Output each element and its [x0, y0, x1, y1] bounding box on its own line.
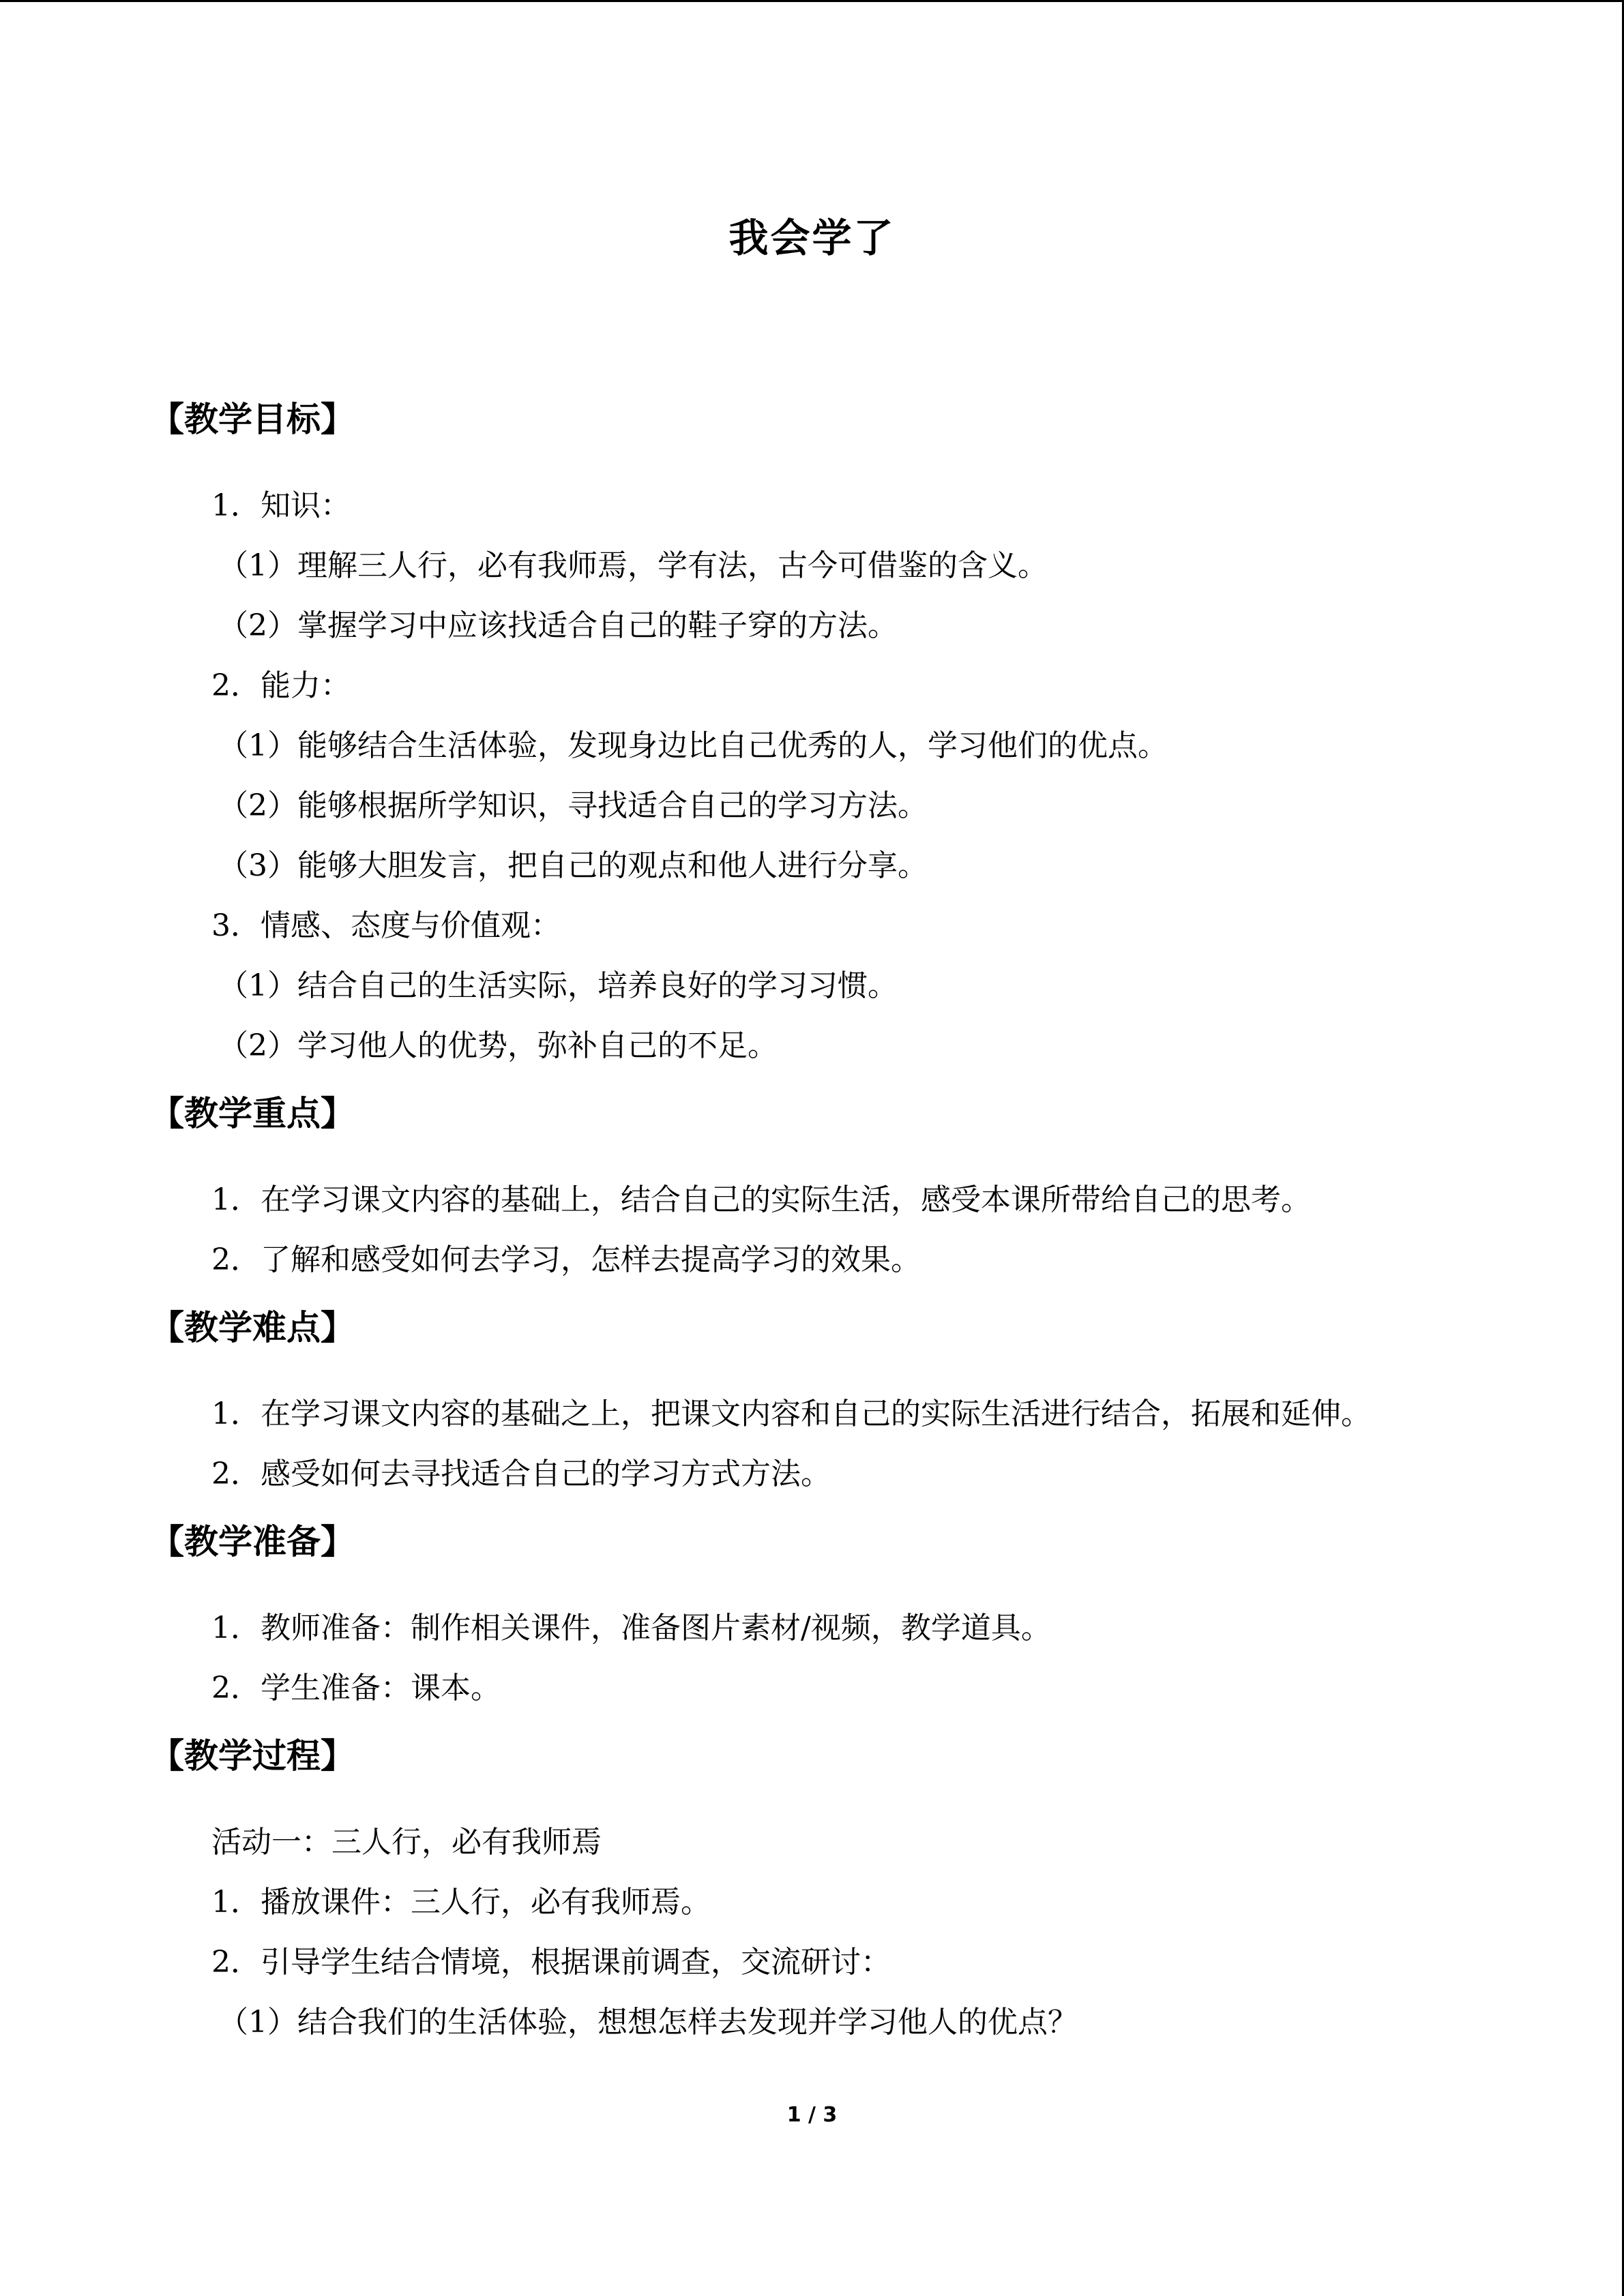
sub-item: （1）结合自己的生活实际，培养良好的学习习惯。 — [218, 968, 898, 1003]
sub-item: （1）能够结合生活体验，发现身边比自己优秀的人，学习他们的优点。 — [218, 728, 1168, 763]
list-item: 1．在学习课文内容的基础之上，把课文内容和自己的实际生活进行结合，拓展和延伸。 — [211, 1397, 1371, 1431]
list-item: 1．在学习课文内容的基础上，结合自己的实际生活，感受本课所带给自己的思考。 — [211, 1182, 1311, 1217]
section-heading: 【教学目标】 — [150, 400, 355, 439]
list-item: 2．学生准备：课本。 — [211, 1671, 501, 1705]
list-item: 1．知识： — [211, 488, 351, 523]
list-item: 2．引导学生结合情境，根据课前调查，交流研讨： — [211, 1945, 891, 1980]
sub-item: （1）结合我们的生活体验，想想怎样去发现并学习他人的优点？ — [218, 2005, 1078, 2040]
section-heading: 【教学准备】 — [150, 1522, 355, 1562]
list-item: 2．了解和感受如何去学习，怎样去提高学习的效果。 — [211, 1242, 921, 1277]
list-item: 2．感受如何去寻找适合自己的学习方式方法。 — [211, 1457, 831, 1491]
section — [150, 1083, 1487, 1290]
list-item: 活动一：三人行，必有我师焉 — [211, 1825, 602, 1860]
section-heading: 【教学重点】 — [150, 1094, 355, 1133]
document-title: 我会学了 — [728, 215, 896, 261]
section — [150, 389, 1487, 1076]
section — [150, 1297, 1487, 1504]
list-item: 2．能力： — [211, 668, 351, 703]
sub-item: （2）学习他人的优势，弥补自己的不足。 — [218, 1028, 778, 1063]
page-edge-top — [0, 0, 1624, 2]
section-heading: 【教学难点】 — [150, 1308, 355, 1347]
list-item: 3．情感、态度与价值观： — [211, 908, 561, 943]
page-number: 1 / 3 — [786, 2103, 838, 2127]
section — [150, 1511, 1487, 1718]
sub-item: （2）能够根据所学知识，寻找适合自己的学习方法。 — [218, 788, 928, 823]
sub-item: （3）能够大胆发言，把自己的观点和他人进行分享。 — [218, 848, 928, 883]
section — [150, 1725, 1487, 2053]
list-item: 1．播放课件：三人行，必有我师焉。 — [211, 1885, 711, 1920]
document-body — [150, 389, 1487, 2053]
list-item: 1．教师准备：制作相关课件，准备图片素材/视频，教学道具。 — [211, 1611, 1051, 1645]
sub-item: （2）掌握学习中应该找适合自己的鞋子穿的方法。 — [218, 608, 898, 643]
section-heading: 【教学过程】 — [150, 1736, 355, 1776]
sub-item: （1）理解三人行，必有我师焉，学有法，古今可借鉴的含义。 — [218, 548, 1048, 583]
